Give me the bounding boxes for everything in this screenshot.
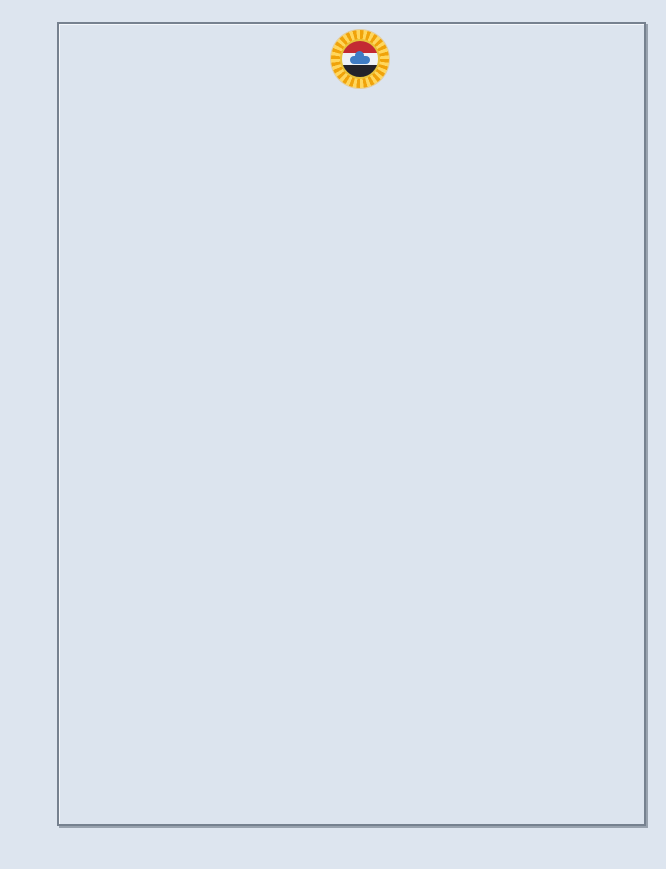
cloud-icon — [350, 56, 370, 64]
authority-logo-icon — [331, 30, 389, 88]
document-frame — [57, 22, 646, 826]
flag-roundel-icon — [340, 39, 380, 79]
document-header — [71, 30, 632, 88]
